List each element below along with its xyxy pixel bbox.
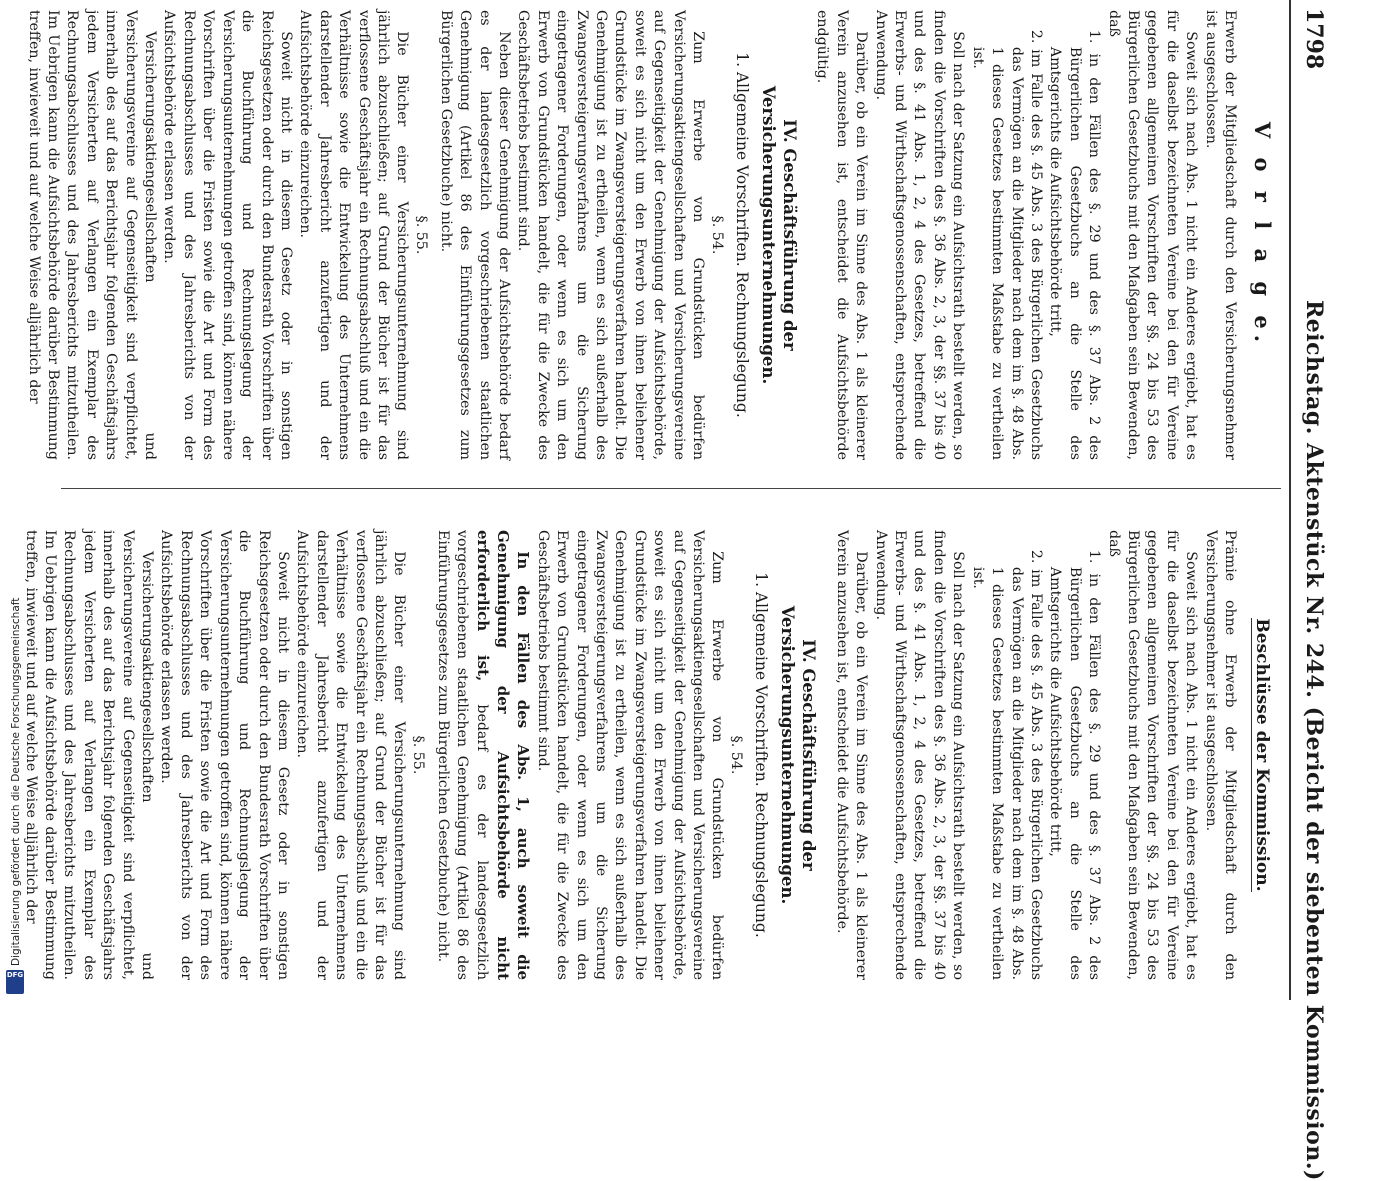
paragraph: Prämie ohne Erwerb der Mitgliedschaft durch den Versicherungsnehmer ist ausgeschlossen. xyxy=(1202,530,1238,980)
paragraph-number: §. 55. xyxy=(410,735,427,775)
page-header xyxy=(1293,0,1329,1181)
dfg-logo: DFG xyxy=(6,970,24,994)
paragraph: Darüber, ob ein Verein im Sinne des Abs. 1 als kleinerer Verein anzusehen ist, entscheidet die Aufsichtsbehörde endgültig. xyxy=(814,10,870,460)
paragraph-number: §. 55. xyxy=(413,215,430,255)
digitization-credit xyxy=(4,594,28,994)
paragraph: Darüber, ob ein Verein im Sinne des Abs. 1 als kleinerer Verein anzusehen ist, entscheidet die Aufsichtsbehörde. xyxy=(833,530,870,980)
header-rule xyxy=(1289,0,1291,1000)
list-item: 1. in den Fällen des §. 29 und des §. 37 Abs. 2 des Bürgerlichen Gesetzbuchs an die Stelle des Amtsgerichts die Aufsichtsbehörde tritt, xyxy=(1047,549,1103,980)
column-heading-kommission xyxy=(1247,530,1277,980)
scanned-page xyxy=(22,0,1329,1181)
column-kommission xyxy=(22,530,1277,980)
list-item: 2. im Falle des §. 45 Abs. 3 des Bürgerlichen Gesetzbuchs das Vermögen an die Mitglieder nach dem im §. 48 Abs. 1 dieses Gesetzes bestimmten Maßstabe zu vertheilen ist. xyxy=(969,29,1044,460)
paragraph: Zum Erwerbe von Grundstücken bedürfen Versicherungsaktiengesellschaften und Versicherungsvereine auf Gegenseitigkeit der Genehmigung der Aufsichtsbehörde, soweit es sich nicht um den Erwerb von ihnen beliehener Grundstücke im Zwangsversteigerungsverfahren handelt. Die Genehmigung ist zu ertheilen, wenn es sich außerhalb des Zwangsversteigerungsverfahrens um die Sicherung eingetragener Forderungen, oder wenn es sich um den Erwerb von Grundstücken handelt, die für die Zwecke des Geschäftsbetriebs bestimmt sind. xyxy=(515,10,707,460)
paragraph: Soweit sich nach Abs. 1 nicht ein Anderes ergiebt, hat es für die daselbst bezeichneten Vereine bei den für Vereine gegebenen allgemeinen Vorschriften der §§. 24 bis 53 des Bürgerlichen Gesetzbuchs mit den Maßgaben sein Bewenden, daß xyxy=(1105,530,1200,980)
credit-text: Digitalisierung gefördert durch die Deutsche Forschungsgemeinschaft xyxy=(10,597,22,966)
paragraph: Zum Erwerbe von Grundstücken bedürfen Versicherungsaktiengesellschaften und Versicherungsvereine auf Gegenseitigkeit der Genehmigung der Aufsichtsbehörde, soweit es sich nicht um den Erwerb von ihnen beliehener Grundstücke im Zwangsversteigerungsverfahren handelt. Die Genehmigung ist zu ertheilen, wenn es sich außerhalb des Zwangsversteigerungsverfahrens um die Sicherung eingetragener Forderungen, oder wenn es sich um den Erwerb von Grundstücken handelt, die für die Zwecke des Geschäftsbetriebs bestimmt sind. xyxy=(534,530,726,980)
page-number: 1798 xyxy=(1301,8,1327,70)
paragraph: Soweit sich nach Abs. 1 nicht ein Anderes ergiebt, hat es für die daselbst bezeichneten Vereine bei den für Vereine gegebenen allgemeinen Vorschriften der §§. 24 bis 53 des Bürgerlichen Gesetzbuchs mit den Maßgaben sein Bewenden, daß xyxy=(1105,10,1200,460)
paragraph: Soll nach der Satzung ein Aufsichtsrath bestellt werden, so finden die Vorschriften des §. 36 Abs. 2, 3, der §§. 37 bis 40 und des §. 41 Abs. 1, 2, 4 des Gesetzes, betreffend die Erwerbs- und Wirthschaftsgenossenschaften, entsprechende Anwendung. xyxy=(872,530,967,980)
paragraph: Versicherungsaktiengesellschaften und Versicherungsvereine auf Gegenseitigkeit sind verpflichtet, innerhalb des auf das Berichtsjahr folgenden Geschäftsjahrs jedem Versicherten auf Verlangen ein Exemplar des Rechnungsabschlusses und des Jahresberichts mitzutheilen. Im Uebrigen kann die Aufsichtsbehörde darüber Bestimmung treffen, inwieweit und auf welche Weise alljährlich der xyxy=(22,530,156,980)
paragraph: Neben dieser Genehmigung der Aufsichtsbehörde bedarf es der landesgesetzlich vorgeschriebenen staatlichen Genehmigung (Artikel 86 des Einführungsgesetzes zum Bürgerlichen Gesetzbuche) nicht. xyxy=(437,10,512,460)
column-heading-vorlage: V o r l a g e. xyxy=(1250,121,1275,349)
paragraph xyxy=(432,530,532,980)
section-title: IV. Geschäftsführung der Versicherungsunternehmungen. xyxy=(778,605,819,905)
subsection-title: 1. Allgemeine Vorschriften. Rechnungslegung. xyxy=(752,572,771,938)
paragraph: Versicherungsaktiengesellschaften und Versicherungsvereine auf Gegenseitigkeit sind verpflichtet, innerhalb des auf das Berichtsjahr folgenden Geschäftsjahrs jedem Versicherten auf Verlangen ein Exemplar des Rechnungsabschlusses und des Jahresberichts mitzutheilen. Im Uebrigen kann die Aufsichtsbehörde darüber Bestimmung treffen, inwieweit und auf welche Weise alljährlich der xyxy=(25,10,159,460)
paragraph-number: §. 54. xyxy=(709,215,726,255)
paragraph-number: §. 54. xyxy=(728,735,745,775)
paragraph: Die Bücher einer Versicherungsunternehmung sind jährlich abzuschließen; auf Grund der Bücher ist für das verflossene Geschäftsjahr ein Rechnungsabschluß und ein die Verhältnisse sowie die Entwickelung des Unternehmens darstellender Jahresbericht anzufertigen und der Aufsichtsbehörde einzureichen. xyxy=(294,530,408,980)
paragraph: Soweit nicht in diesem Gesetz oder in sonstigen Reichsgesetzen oder durch den Bundesrath Vorschriften über die Buchführung und Rechnungslegung der Versicherungsunternehmungen getroffen sind, können nähere Vorschriften über die Fristen sowie die Art und Form des Rechnungsabschlusses und des Jahresberichts von der Aufsichtsbehörde erlassen werden. xyxy=(161,10,294,460)
paragraph: Soweit nicht in diesem Gesetz oder in sonstigen Reichsgesetzen oder durch den Bundesrath Vorschriften über die Buchführung und Rechnungslegung der Versicherungsunternehmungen getroffen sind, können nähere Vorschriften über die Fristen sowie die Art und Form des Rechnungsabschlusses und des Jahresberichts von der Aufsichtsbehörde erlassen werden. xyxy=(158,530,291,980)
list-item: 2. im Falle des §. 45 Abs. 3 des Bürgerlichen Gesetzbuchs das Vermögen an die Mitglieder nach dem im §. 48 Abs. 1 dieses Gesetzes bestimmten Maßstabe zu vertheilen ist. xyxy=(969,549,1044,980)
paragraph-text: bedarf es der landesgesetzlich vorgeschriebenen staatlichen Genehmigung (Artikel 86 des Einführungsgesetzes zum Bürgerlichen Gesetzbuche) nicht. xyxy=(434,530,490,980)
column-heading-kommission-text: Beschlüsse der Kommission. xyxy=(1252,618,1272,892)
paragraph: Soll nach der Satzung ein Aufsichtsrath bestellt werden, so finden die Vorschriften des §. 36 Abs. 2, 3, der §§. 37 bis 40 und des §. 41 Abs. 1, 2, 4 des Gesetzes, betreffend die Erwerbs- und Wirthschaftsgenossenschaften, entsprechende Anwendung. xyxy=(872,10,967,460)
paragraph: Die Bücher einer Versicherungsunternehmung sind jährlich abzuschließen; auf Grund der Bücher ist für das verflossene Geschäftsjahr ein Rechnungsabschluß und ein die Verhältnisse sowie die Entwickelung des Unternehmens darstellender Jahresbericht anzufertigen und der Aufsichtsbehörde einzureichen. xyxy=(297,10,411,460)
column-divider xyxy=(61,488,1281,489)
subsection-title: 1. Allgemeine Vorschriften. Rechnungslegung. xyxy=(733,52,752,418)
emphasized-text: In den Fällen des Abs. 1, auch soweit die Genehmigung der Aufsichtsbehörde nicht erforderlich ist, xyxy=(473,530,533,980)
running-title: Reichstag. Aktenstück Nr. 244. (Bericht der siebenten Kommission.) xyxy=(1301,300,1327,1181)
list-item: 1. in den Fällen des §. 29 und des §. 37 Abs. 2 des Bürgerlichen Gesetzbuchs an die Stelle des Amtsgerichts die Aufsichtsbehörde tritt, xyxy=(1047,29,1103,460)
column-vorlage xyxy=(25,10,1277,460)
paragraph: Erwerb der Mitgliedschaft durch den Versicherungsnehmer ist ausgeschlossen. xyxy=(1202,10,1238,460)
section-title: IV. Geschäftsführung der Versicherungsunternehmungen. xyxy=(759,85,800,385)
